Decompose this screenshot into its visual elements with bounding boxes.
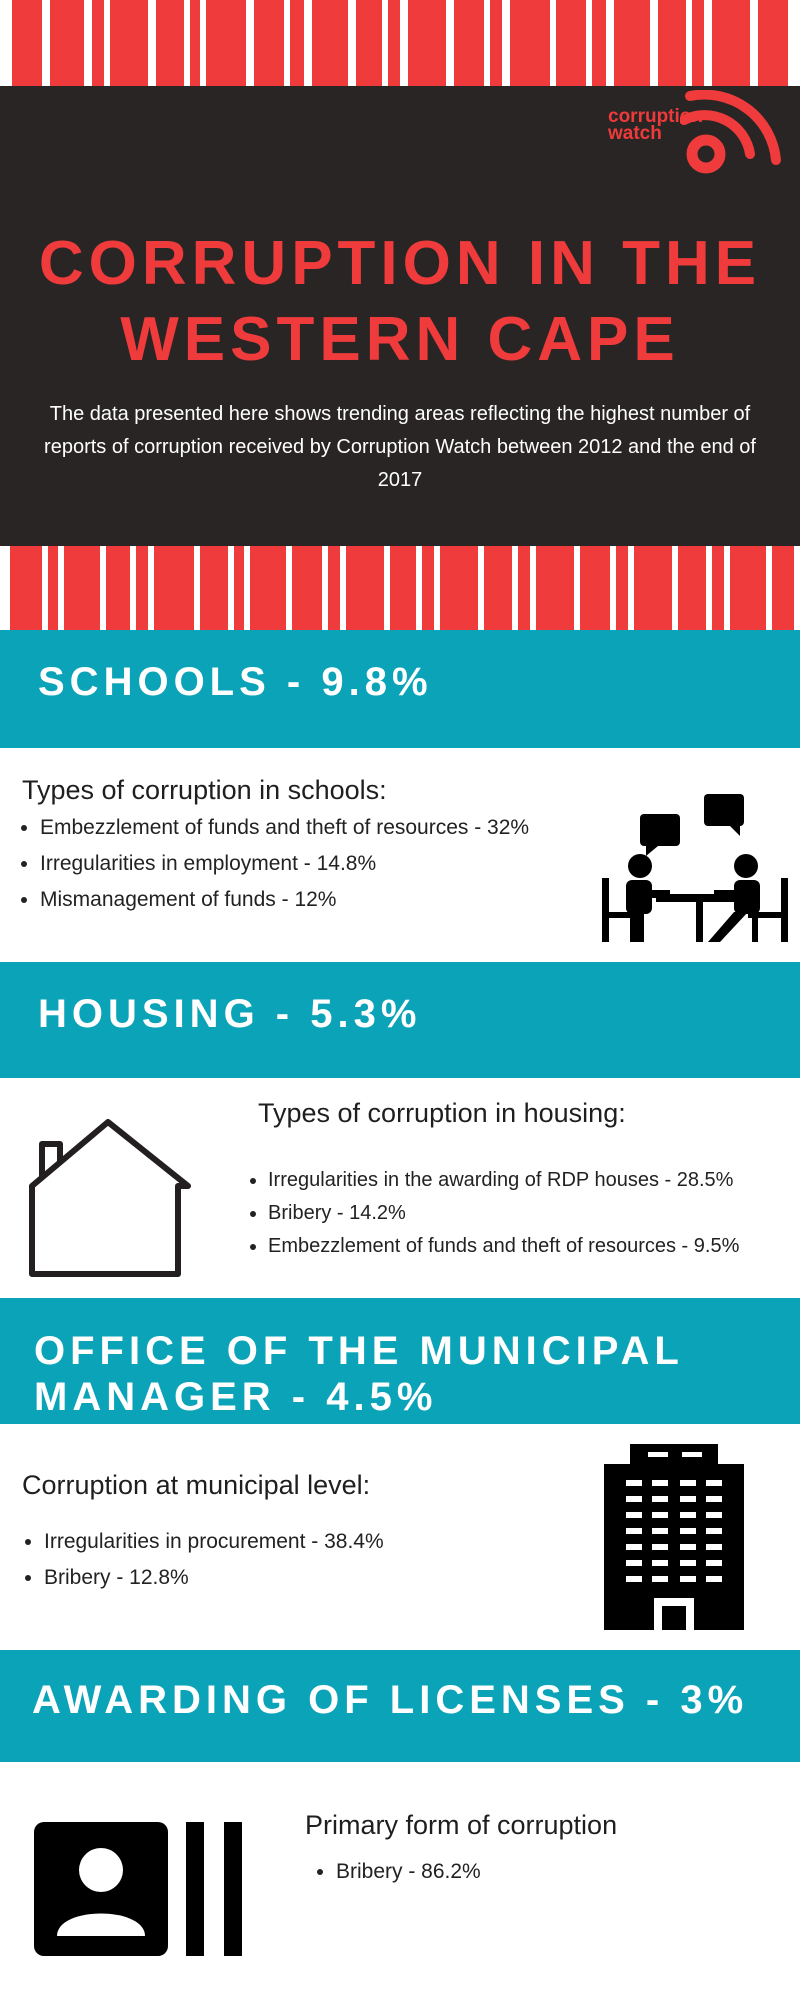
list-item: • Irregularities in procurement - 38.4% (44, 1524, 384, 1560)
list-item: • Irregularities in the awarding of RDP houses - 28.5% (268, 1164, 739, 1197)
logo-line-2: watch (608, 123, 662, 144)
list-item: • Bribery - 86.2% (336, 1854, 481, 1890)
list-item: • Embezzlement of funds and theft of resources - 32% (40, 810, 529, 846)
section-title-housing: HOUSING - 5.3% (38, 992, 422, 1036)
stripe-pattern (0, 0, 800, 86)
list-item: • Irregularities in employment - 14.8% (40, 846, 529, 882)
section-header-licenses (0, 1650, 800, 1762)
stripe-banner-bottom (0, 546, 800, 630)
house-icon (18, 1116, 198, 1280)
page-title (0, 226, 800, 378)
stripe-pattern (0, 546, 800, 630)
corruption-watch-logo (608, 90, 788, 182)
list-item: • Mismanagement of funds - 12% (40, 882, 529, 918)
schools-heading: Types of corruption in schools: (22, 775, 387, 805)
stripe-banner-top (0, 0, 800, 86)
licenses-heading: Primary form of corruption (305, 1810, 618, 1840)
logo-line-1: corruption (608, 106, 703, 127)
municipal-list (20, 1524, 384, 1596)
schools-list (16, 810, 529, 918)
housing-heading: Types of corruption in housing: (258, 1098, 626, 1128)
section-title-line-2: MANAGER - 4.5% (34, 1375, 438, 1419)
hero-panel (0, 86, 800, 546)
list-item: • Bribery - 14.2% (268, 1197, 739, 1230)
section-title-schools: SCHOOLS - 9.8% (38, 660, 433, 704)
section-title-licenses: AWARDING OF LICENSES - 3% (32, 1678, 749, 1722)
building-icon (604, 1444, 744, 1630)
page-title-line-1: CORRUPTION IN THE (38, 229, 762, 298)
page-title-line-2: WESTERN CAPE (120, 305, 680, 374)
licenses-list (312, 1854, 481, 1890)
section-title-municipal-manager (34, 1328, 684, 1420)
housing-list (244, 1164, 739, 1263)
meeting-icon (600, 794, 790, 942)
page-subtitle: The data presented here shows trending areas reflecting the highest number of reports of corruption received by Corruption Watch between 2012 and the end of 2017 (44, 403, 756, 491)
list-item: • Embezzlement of funds and theft of resources - 9.5% (268, 1230, 739, 1263)
signal-waves-icon (680, 90, 786, 182)
id-card-icon (34, 1818, 246, 1958)
municipal-heading: Corruption at municipal level: (22, 1470, 371, 1500)
section-title-line-1: OFFICE OF THE MUNICIPAL (34, 1329, 684, 1373)
section-header-schools (0, 630, 800, 748)
section-header-housing (0, 962, 800, 1078)
list-item: • Bribery - 12.8% (44, 1560, 384, 1596)
section-header-municipal-manager (0, 1298, 800, 1424)
